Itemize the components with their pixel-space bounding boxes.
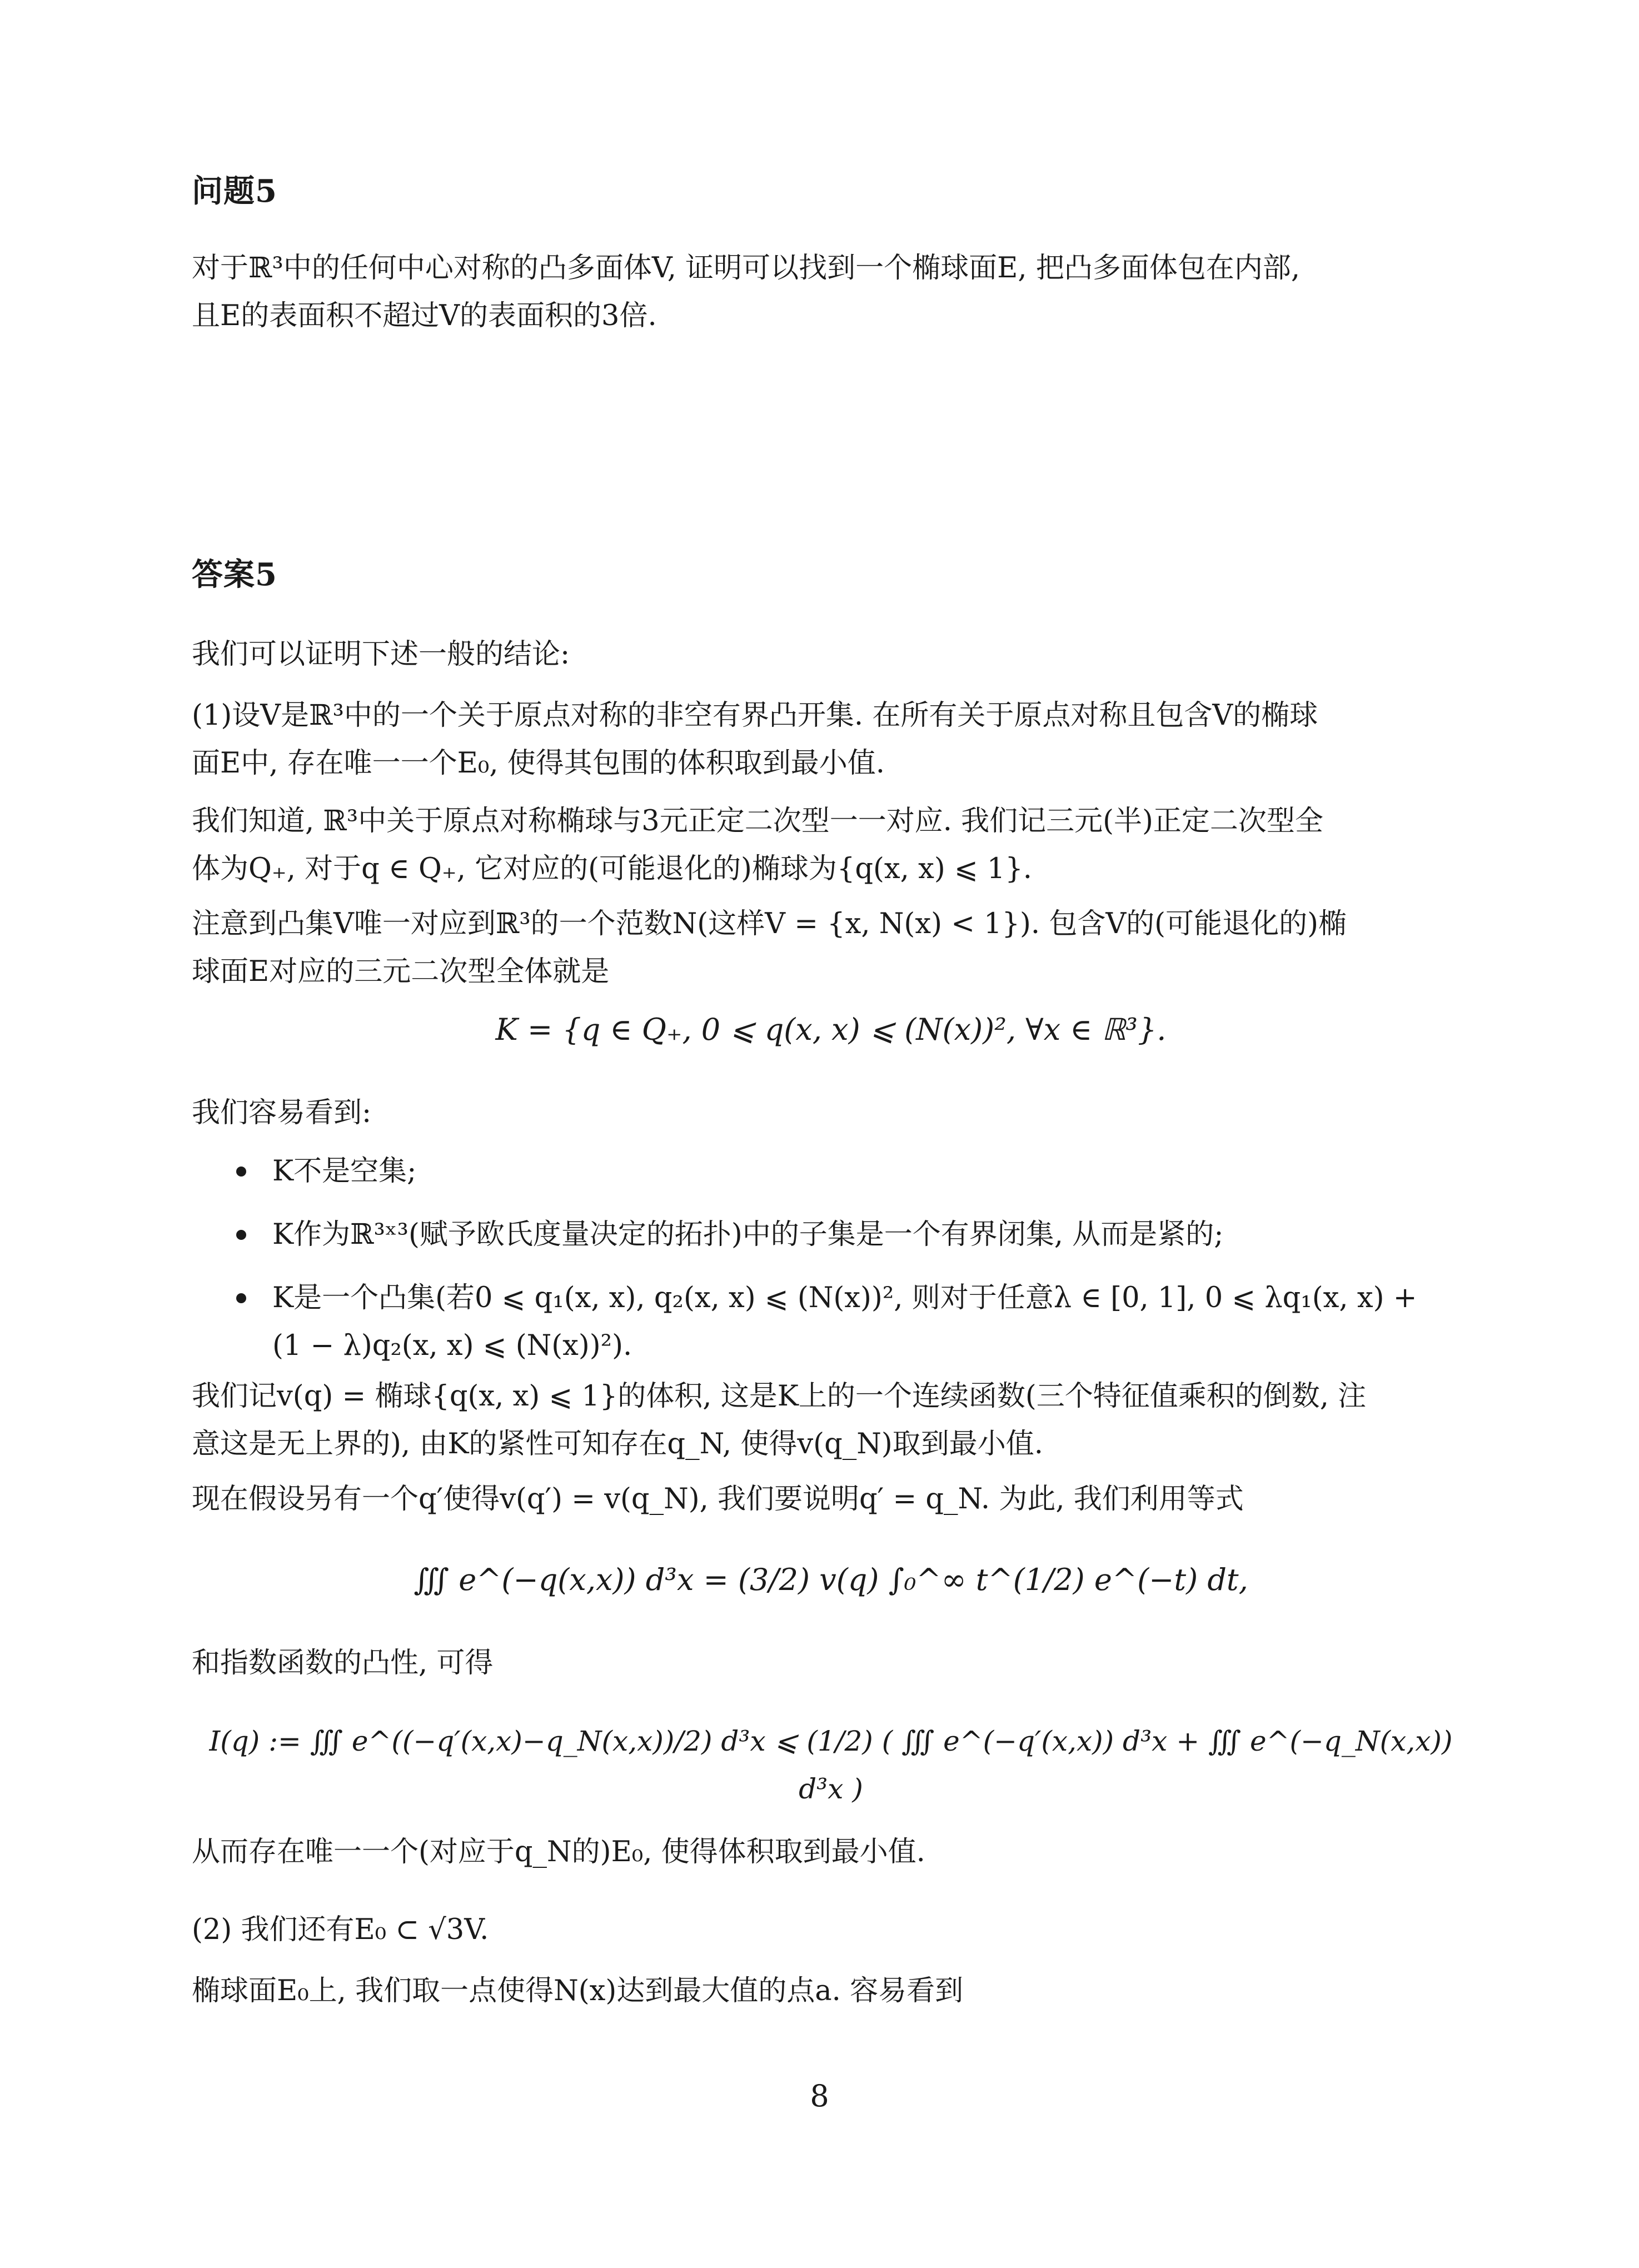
paragraph-9: 椭球面E₀上, 我们取一点使得N(x)达到最大值的点a. 容易看到 bbox=[192, 1975, 964, 2007]
paragraph-1-line-2: 面E中, 存在唯一一个E₀, 使得其包围的体积取到最小值. bbox=[192, 747, 885, 780]
page-number: 8 bbox=[810, 2078, 829, 2114]
answer-intro: 我们可以证明下述一般的结论: bbox=[192, 638, 570, 671]
list-item bbox=[192, 1148, 1470, 1195]
problem-line-2: 且E的表面积不超过V的表面积的3倍. bbox=[192, 300, 657, 332]
bullet-icon bbox=[236, 1230, 246, 1240]
paragraph-2 bbox=[192, 797, 1470, 893]
equation-convexity: I(q) := ∭ e^((−q′(x,x)−q_N(x,x))/2) d³x ⩽ (1/2) ( ∭ e^(−q′(x,x)) d³x + ∭ e^(−q_N(x,x)) d³x ) bbox=[209, 1725, 1453, 1805]
paragraph-6: 和指数函数的凸性, 可得 bbox=[192, 1647, 494, 1679]
list-item bbox=[192, 1274, 1470, 1370]
paragraph-2-line-1: 我们知道, ℝ³中关于原点对称椭球与3元正定二次型一一对应. 我们记三元(半)正定二次型全 bbox=[192, 805, 1323, 838]
property-list bbox=[192, 1148, 1470, 1385]
problem-heading: 问题5 bbox=[192, 173, 277, 210]
paragraph-4-line-2: 意这是无上界的), 由K的紧性可知存在q_N, 使得v(q_N)取到最小值. bbox=[192, 1428, 1043, 1461]
problem-statement bbox=[192, 245, 1470, 340]
problem-line-1: 对于ℝ³中的任何中心对称的凸多面体V, 证明可以找到一个椭球面E, 把凸多面体包在内部, bbox=[192, 252, 1301, 285]
bullet-icon bbox=[236, 1293, 246, 1303]
paragraph-2-line-2: 体为Q₊, 对于q ∈ Q₊, 它对应的(可能退化的)椭球为{q(x, x) ⩽ 1}. bbox=[192, 853, 1033, 885]
paragraph-7: 从而存在唯一一个(对应于q_N的)E₀, 使得体积取到最小值. bbox=[192, 1836, 925, 1868]
paragraph-3-line-1: 注意到凸集V唯一对应到ℝ³的一个范数N(这样V = {x, N(x) < 1}). 包含V的(可能退化的)椭 bbox=[192, 908, 1347, 940]
paragraph-3 bbox=[192, 900, 1470, 996]
bullet-text-2: K作为ℝ³ˣ³(赋予欧氏度量决定的拓扑)中的子集是一个有界闭集, 从而是紧的; bbox=[272, 1218, 1224, 1251]
paragraph-1 bbox=[192, 692, 1470, 787]
equation-k-definition: K = {q ∈ Q₊, 0 ⩽ q(x, x) ⩽ (N(x))², ∀x ∈ ℝ³}. bbox=[495, 1012, 1167, 1047]
paragraph-1-line-1: (1)设V是ℝ³中的一个关于原点对称的非空有界凸开集. 在所有关于原点对称且包含V的椭球 bbox=[192, 699, 1318, 732]
bullet-text-3-line-2: (1 − λ)q₂(x, x) ⩽ (N(x))²). bbox=[272, 1329, 632, 1362]
paragraph-4 bbox=[192, 1373, 1470, 1468]
equation-volume-integral: ∭ e^(−q(x,x)) d³x = (3/2) v(q) ∫₀^∞ t^(1/2) e^(−t) dt, bbox=[414, 1562, 1248, 1597]
easy-to-see: 我们容易看到: bbox=[192, 1096, 372, 1129]
paragraph-4-line-1: 我们记v(q) = 椭球{q(x, x) ⩽ 1}的体积, 这是K上的一个连续函数(三个特征值乘积的倒数, 注 bbox=[192, 1380, 1367, 1413]
paragraph-8: (2) 我们还有E₀ ⊂ √3V. bbox=[192, 1913, 489, 1946]
paragraph-3-line-2: 球面E对应的三元二次型全体就是 bbox=[192, 955, 610, 988]
answer-heading: 答案5 bbox=[192, 556, 277, 593]
list-item bbox=[192, 1211, 1470, 1259]
bullet-text-3-line-1: K是一个凸集(若0 ⩽ q₁(x, x), q₂(x, x) ⩽ (N(x))², 则对于任意λ ∈ [0, 1], 0 ⩽ λq₁(x, x) + bbox=[272, 1282, 1417, 1314]
bullet-text-1: K不是空集; bbox=[272, 1155, 417, 1188]
paragraph-5: 现在假设另有一个q′使得v(q′) = v(q_N), 我们要说明q′ = q_N. 为此, 我们利用等式 bbox=[192, 1483, 1244, 1516]
bullet-icon bbox=[236, 1167, 246, 1177]
